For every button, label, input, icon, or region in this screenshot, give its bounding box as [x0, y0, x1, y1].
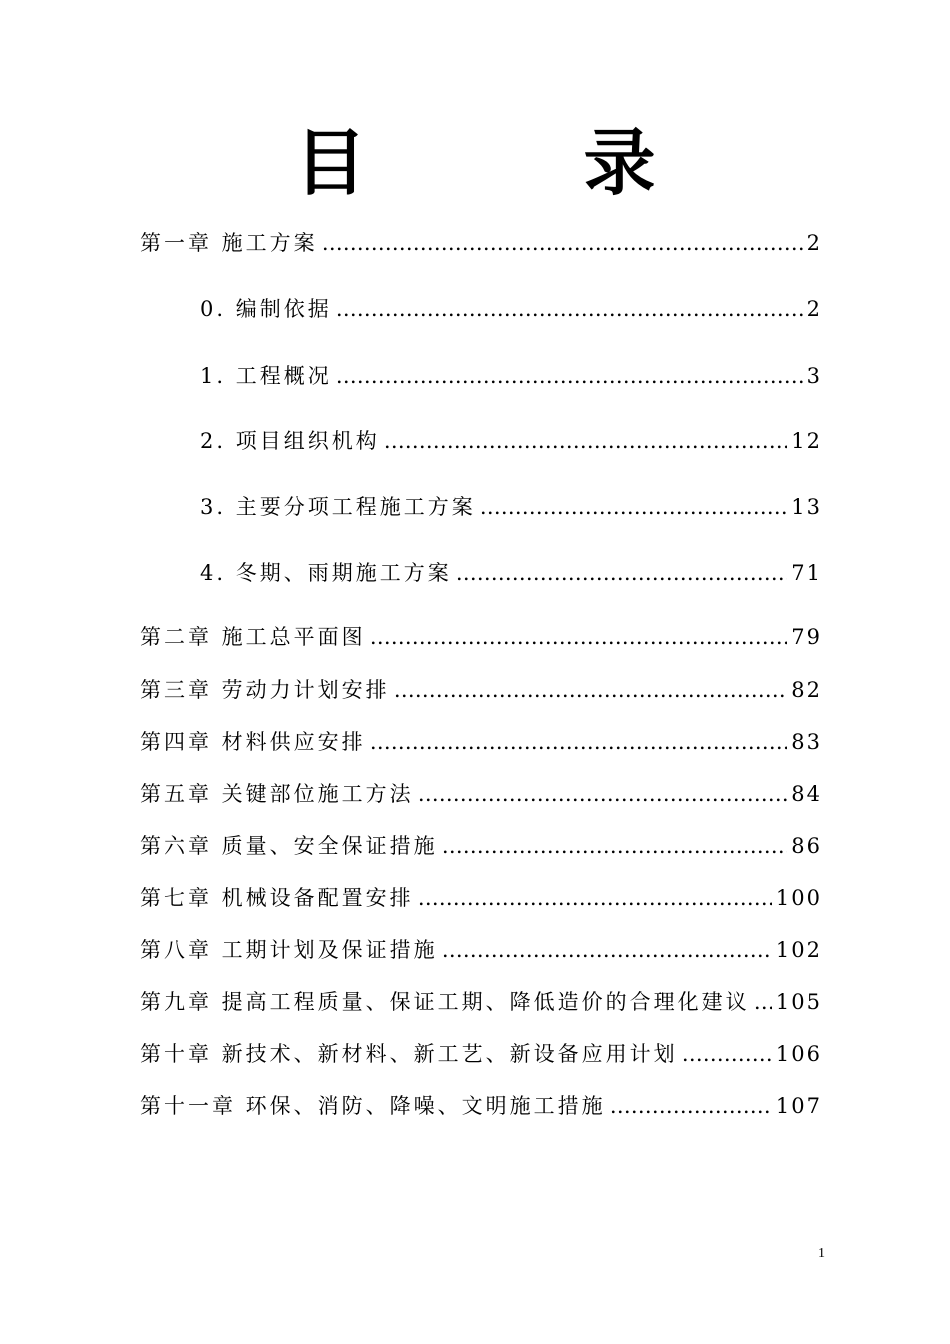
- toc-leader-dots: [456, 559, 788, 587]
- toc-entry-label: 第六章 质量、安全保证措施: [140, 834, 438, 858]
- toc-entry-label: 3. 主要分项工程施工方案: [200, 495, 476, 519]
- toc-entry-page: 71: [791, 561, 822, 585]
- toc-entry-page: 100: [775, 886, 822, 910]
- toc-entry-page: 13: [791, 495, 822, 519]
- toc-entry[interactable]: [140, 676, 822, 704]
- toc-leader-dots: [370, 623, 788, 651]
- toc-entry[interactable]: [140, 229, 822, 257]
- toc-entry-page: 2: [806, 231, 822, 255]
- toc-entry[interactable]: [140, 884, 822, 912]
- toc-leader-dots: [418, 884, 772, 912]
- toc-leader-dots: [336, 295, 803, 323]
- toc-entry-page: 12: [791, 429, 822, 453]
- toc-entry-label: 第五章 关键部位施工方法: [140, 782, 414, 806]
- toc-leader-dots: [384, 427, 788, 455]
- page-title: 目 录: [294, 120, 752, 205]
- toc-entry-page: 82: [791, 678, 822, 702]
- toc-entry-page: 83: [791, 730, 822, 754]
- toc-entry-label: 第四章 材料供应安排: [140, 730, 366, 754]
- toc-entry[interactable]: [140, 832, 822, 860]
- toc-entry-label: 第十章 新技术、新材料、新工艺、新设备应用计划: [140, 1042, 678, 1066]
- toc-entry-label: 第九章 提高工程质量、保证工期、降低造价的合理化建议: [140, 990, 750, 1014]
- toc-entry-label: 第七章 机械设备配置安排: [140, 886, 414, 910]
- toc-entry[interactable]: [140, 728, 822, 756]
- toc-leader-dots: [418, 780, 788, 808]
- toc-entry[interactable]: [140, 780, 822, 808]
- toc-leader-dots: [682, 1040, 772, 1068]
- toc-entry[interactable]: [140, 1092, 822, 1120]
- toc-entry-page: 107: [775, 1094, 822, 1118]
- toc-entry[interactable]: [200, 493, 822, 521]
- toc-entry-page: 102: [775, 938, 822, 962]
- toc-entry-page: 105: [775, 990, 822, 1014]
- toc-entry[interactable]: [140, 988, 822, 1016]
- toc-entry[interactable]: [200, 427, 822, 455]
- toc-entry-label: 第十一章 环保、消防、降噪、文明施工措施: [140, 1094, 606, 1118]
- toc-leader-dots: [370, 728, 788, 756]
- toc-entry-page: 3: [806, 364, 822, 388]
- toc-leader-dots: [442, 936, 772, 964]
- toc-entry-label: 4. 冬期、雨期施工方案: [200, 561, 452, 585]
- toc-leader-dots: [480, 493, 788, 521]
- toc-entry[interactable]: [140, 623, 822, 651]
- toc-leader-dots: [322, 229, 803, 257]
- toc-entry[interactable]: [140, 1040, 822, 1068]
- toc-entry-label: 2. 项目组织机构: [200, 429, 380, 453]
- page-number: 1: [818, 1246, 825, 1261]
- toc-entry-label: 第三章 劳动力计划安排: [140, 678, 390, 702]
- toc-leader-dots: [754, 988, 772, 1016]
- toc-entry-page: 106: [775, 1042, 822, 1066]
- toc-entry[interactable]: [140, 936, 822, 964]
- toc-entry-label: 0. 编制依据: [200, 297, 332, 321]
- toc-entry-page: 86: [791, 834, 822, 858]
- toc-entry-label: 第八章 工期计划及保证措施: [140, 938, 438, 962]
- toc-entry[interactable]: [200, 559, 822, 587]
- toc-leader-dots: [610, 1092, 772, 1120]
- toc-entry-page: 84: [791, 782, 822, 806]
- toc-entry-label: 第二章 施工总平面图: [140, 625, 366, 649]
- toc-entry-label: 1. 工程概况: [200, 364, 332, 388]
- toc-entry[interactable]: [200, 362, 822, 390]
- toc-entry-label: 第一章 施工方案: [140, 231, 318, 255]
- toc-entry[interactable]: [200, 295, 822, 323]
- toc-leader-dots: [442, 832, 788, 860]
- toc-entry-page: 79: [791, 625, 822, 649]
- toc-leader-dots: [394, 676, 788, 704]
- toc-leader-dots: [336, 362, 803, 390]
- toc-entry-page: 2: [806, 297, 822, 321]
